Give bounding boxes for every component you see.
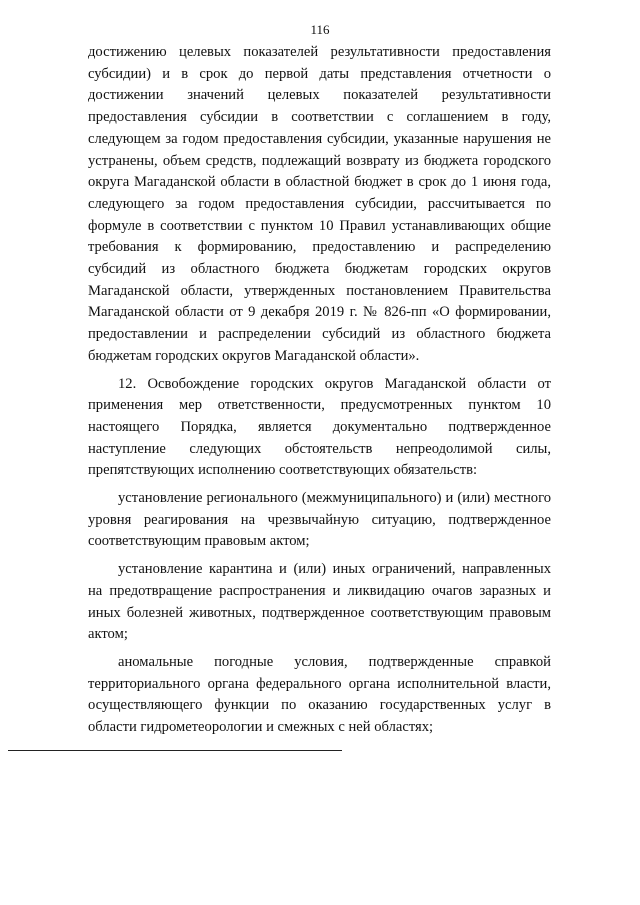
page-number: 116 (310, 22, 330, 37)
paragraph-clause-12: 12. Освобождение городских округов Магаданской области от применения мер ответственности, предусмотренных пунктом 10 настоящего Порядка, является документально подтвержденное наступление следующих обстоятельств непреодолимой силы, препятствующих исполнению соответствующих обязательств: (88, 375, 551, 479)
paragraph-weather-conditions: аномальные погодные условия, подтвержденные справкой территориального органа федерального органа исполнительной власти, осуществляющего функции по оказанию государственных услуг в области гидрометеорологии и смежных с ней областях; (88, 653, 551, 736)
paragraph-continuation: достижению целевых показателей результативности предоставления субсидии) и в срок до первой даты представления отчетности о достижении значений целевых показателей результативности предоставления субсидии в соответствии с соглашением в году, следующем за годом предоставления субсидии, указанные нарушения не устранены, объем средств, подлежащий возврату из бюджета городского округа Магаданской области в областной бюджет в срок до 1 июня года, следующего за годом предоставления субсидии, рассчитывается по формуле в соответствии с пунктом 10 Правил устанавливающих общие требования к формированию, предоставлению и распределению субсидий из областного бюджета бюджетам городских округов Магаданской области, утвержденных постановлением Правительства Магаданской области от 9 декабря 2019 г. № 826-пп «О формировании, предоставлении и распределении субсидий из областного бюджета бюджетам городских округов Магаданской области». (88, 44, 551, 364)
paragraph-emergency-response: установление регионального (межмуниципального) и (или) местного уровня реагирования на чрезвычайную ситуацию, подтвержденное соответствующим правовым актом; (88, 490, 551, 550)
document-body (88, 42, 551, 739)
footnote-divider (8, 750, 342, 751)
paragraph-quarantine: установление карантина и (или) иных ограничений, направленных на предотвращение распространения и ликвидацию очагов заразных и иных болезней животных, подтвержденное соответствующим правовым актом; (88, 561, 551, 643)
